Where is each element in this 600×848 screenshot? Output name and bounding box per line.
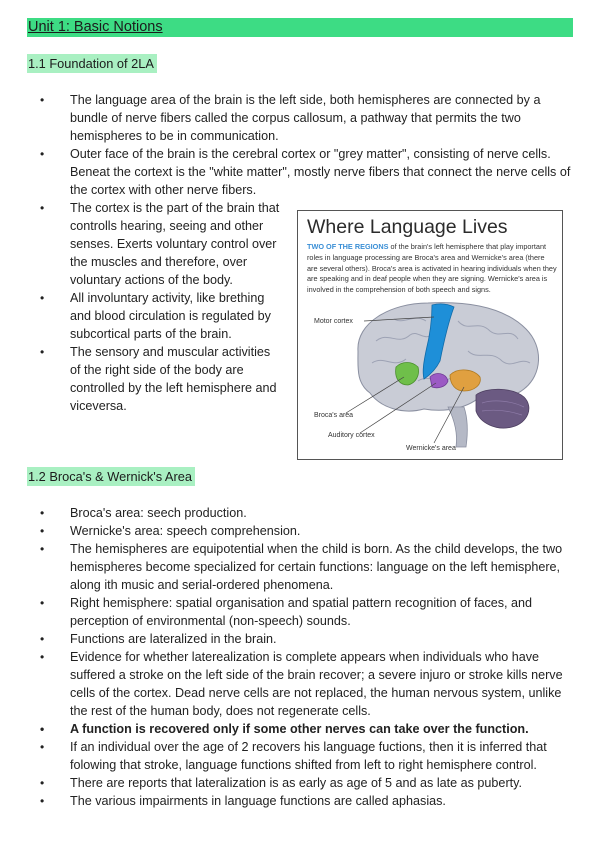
list-item: • The language area of the brain is the left side, both hemispheres are connected by a bundle of nerve fibers called the corpus callosum, a pathway that permits the two hemispheres to be in communication. bbox=[27, 91, 572, 145]
brain-stem-shape bbox=[448, 407, 467, 447]
brain-illustration bbox=[298, 211, 563, 460]
section-1-title: 1.1 Foundation of 2LA bbox=[27, 54, 157, 73]
list-item: • Functions are lateralized in the brain. bbox=[27, 630, 572, 648]
section-2-list bbox=[27, 504, 572, 810]
list-item: • The sensory and muscular activities of the right side of the body are controlled by the left hemisphere and viceversa. bbox=[27, 343, 282, 415]
list-item: • Outer face of the brain is the cerebral cortex or "grey matter", consisting of nerve cells. Beneat the cortext is the "white matter", mostly nerve fibers that connect the nerve cells of the cortex with other nerve fibers. bbox=[27, 145, 572, 199]
section-1-list-narrow bbox=[27, 199, 282, 415]
list-item: • Wernicke's area: speech comprehension. bbox=[27, 522, 572, 540]
list-item: • Evidence for whether laterealization is complete appears when individuals who have suffered a stroke on the left side of the brain recover; a severe injuro or stroke kills nerve cells of the cortex. Dead nerve cells are not replaced, the human nervous system, unlike the rest of the human body, does not regenerate cells. bbox=[27, 648, 572, 720]
section-1-list bbox=[27, 91, 572, 199]
list-item: • There are reports that lateralization is as early as age of 5 and as late as puberty. bbox=[27, 774, 572, 792]
figure-caption-lead: TWO OF THE REGIONS bbox=[307, 242, 389, 251]
label-broca-area: Broca's area bbox=[314, 412, 354, 419]
brain-figure bbox=[297, 210, 563, 460]
unit-title: Unit 1: Basic Notions bbox=[27, 18, 573, 37]
figure-title: Where Language Lives bbox=[307, 216, 508, 238]
label-motor-cortex: Motor cortex bbox=[314, 318, 353, 325]
section-2-title: 1.2 Broca's & Wernick's Area bbox=[27, 467, 195, 486]
list-item: • The cortex is the part of the brain that controlls hearing, seeing and other senses. Exerts voluntary control over the muscles and therefore, over voluntary actions of the body. bbox=[27, 199, 282, 289]
wernicke-area-region bbox=[450, 370, 480, 391]
cerebellum-shape bbox=[476, 389, 529, 428]
list-item: • The hemispheres are equipotential when the child is born. As the child develops, the two hemispheres become specialized for certain functions: language on the left hemisphere, along ith music and serial-ordered phenomena. bbox=[27, 540, 572, 594]
list-item: • All involuntary activity, like brething and blood circulation is regulated by subcortical parts of the brain. bbox=[27, 289, 282, 343]
list-item: • Right hemisphere: spatial organisation and spatial pattern recognition of faces, and perception of environmental (non-speech) sounds. bbox=[27, 594, 572, 630]
label-wernicke-area: Wernicke's area bbox=[406, 445, 456, 452]
list-item: • Broca's area: seech production. bbox=[27, 504, 572, 522]
list-item: • The various impairments in language functions are called aphasias. bbox=[27, 792, 572, 810]
figure-caption-rest: of the brain's left hemisphere that play important roles in language processing are Broca's area and Wernicke's area (there are several others). Broca's area is activated in hearing individuals when they are speaking and in deaf people when they are signing. Wernicke's area is involved in the comprehension of both speech and signs. bbox=[307, 242, 557, 295]
list-item: • If an individual over the age of 2 recovers his language fuctions, then it is inferred that folowing that stroke, language functions shifted from left to right hemisphere control. bbox=[27, 738, 572, 774]
list-item-bold: • A function is recovered only if some other nerves can take over the function. bbox=[27, 720, 572, 738]
label-auditory-cortex: Auditory cortex bbox=[328, 432, 375, 439]
